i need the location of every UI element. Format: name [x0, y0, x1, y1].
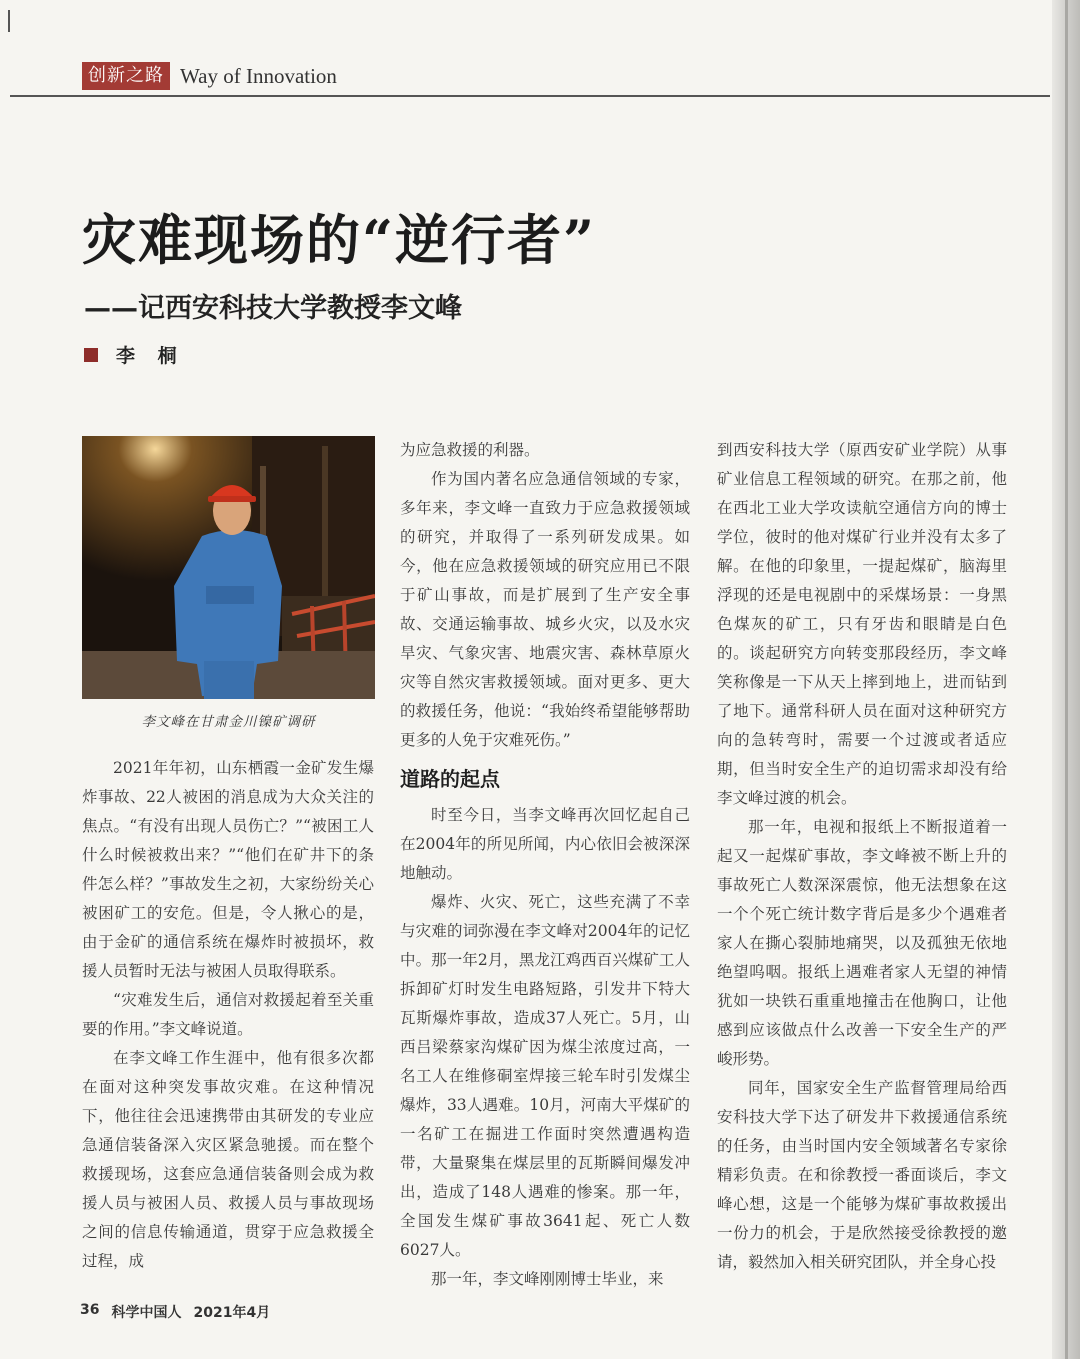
corner-mark: [8, 10, 10, 32]
photo-illustration: [82, 436, 375, 699]
paragraph: 在李文峰工作生涯中，他有很多次都在面对这种突发事故灾难。在这种情况下，他往往会迅速携带由其研发的专业应急通信装备深入灾区紧急驰援。而在整个救援现场，这套应急通信装备则会成为救援人员与被困人员、救援人员与事故现场之间的信息传输通道，贯穿于应急救援全过程，成: [82, 1049, 374, 1270]
paragraph-continued: 到西安科技大学（原西安矿业学院）从事矿业信息工程领域的研究。在那之前，他在西北工业大学攻读航空通信方向的博士学位，彼时的他对煤矿行业并没有太多了解。在他的印象里，一提起煤矿，脑海里浮现的还是电视剧中的采煤场景：一身黑色煤灰的矿工，只有牙齿和眼睛是白色的。谈起研究方向转变那段经历，李文峰笑称像是一下从天上摔到地上，进而钻到了地下。通常科研人员在面对这种研究方向的急转弯时，需要一个过渡或者适应期，但当时安全生产的迫切需求却没有给李文峰过渡的机会。: [717, 441, 1007, 807]
section-tag: 创新之路: [82, 62, 170, 90]
body-column-2: [400, 436, 690, 1294]
paragraph: 那一年，电视和报纸上不断报道着一起又一起煤矿事故，李文峰被不断上升的事故死亡人数深深震惊，他无法想象在这一个个死亡统计数字背后是多少个遇难者家人在撕心裂肺地痛哭，以及孤独无依地绝望呜咽。报纸上遇难者家人无望的神情犹如一块铁石重重地撞击在他胸口，让他感到应该做点什么改善一下安全生产的严峻形势。: [717, 818, 1007, 1068]
paragraph: 同年，国家安全生产监督管理局给西安科技大学下达了研发井下救援通信系统的任务，由当时国内安全领域著名专家徐精彩负责。在和徐教授一番面谈后，李文峰心想，这是一个能够为煤矿事故救援出一份力的机会，于是欣然接受徐教授的邀请，毅然加入相关研究团队，并全身心投: [717, 1079, 1007, 1271]
issue-date: 2021年4月: [193, 1305, 271, 1321]
page-binding-line: [1065, 0, 1068, 1359]
paragraph: 作为国内著名应急通信领域的专家，多年来，李文峰一直致力于应急救援领域的研究，并取得了一系列研发成果。如今，他在应急救援领域的研究应用已不限于矿山事故，而是扩展到了生产安全事故、交通运输事故、城乡火灾，以及水灾旱灾、气象灾害、地震灾害、森林草原火灾等自然灾害救援领域。面对更多、更大的救援任务，他说：“我始终希望能够帮助更多的人免于灾难死伤。”: [400, 470, 690, 749]
section-heading: 道路的起点: [400, 767, 500, 791]
paragraph: 时至今日，当李文峰再次回忆起自己在2004年的所见所闻，内心依旧会被深深地触动。: [400, 806, 690, 882]
paragraph: “灾难发生后，通信对救援起着至关重要的作用。”李文峰说道。: [82, 991, 374, 1038]
article-title: 灾难现场的“逆行者”: [82, 208, 597, 272]
author-name: 李 桐: [116, 345, 185, 367]
paragraph-continued: 为应急救援的利器。: [400, 441, 540, 459]
body-column-3: [717, 436, 1007, 1277]
page-number: 36: [80, 1302, 100, 1318]
section-title-english: Way of Innovation: [180, 63, 337, 88]
section-header: [82, 62, 337, 90]
header-rule: [10, 95, 1050, 97]
author-line: [84, 341, 185, 368]
photo-caption: 李文峰在甘肃金川镍矿调研: [141, 714, 316, 730]
page-footer: [80, 1302, 270, 1322]
paragraph: 爆炸、火灾、死亡，这些充满了不幸与灾难的词弥漫在李文峰对2004年的记忆中。那一年2月，黑龙江鸡西百兴煤矿工人拆卸矿灯时发生电路短路，引发井下特大瓦斯爆炸事故，造成37人死亡。5月，山西吕梁蔡家沟煤矿因为煤尘浓度过高，一名工人在维修硐室焊接三轮车时引发煤尘爆炸，33人遇难。10月，河南大平煤矿的一名矿工在掘进工作面时突然遭遇构造带，大量聚集在煤层里的瓦斯瞬间爆发冲出，造成了148人遇难的惨案。那一年，全国发生煤矿事故3641起、死亡人数6027人。: [400, 893, 690, 1259]
article-photo: [82, 436, 375, 699]
article-subtitle: ——记西安科技大学教授李文峰: [84, 293, 462, 324]
paragraph: 2021年年初，山东栖霞一金矿发生爆炸事故、22人被困的消息成为大众关注的焦点。“有没有出现人员伤亡？”“被困工人什么时候被救出来？”“他们在矿井下的条件怎么样？”事故发生之初，大家纷纷关心被困矿工的安危。但是，令人揪心的是，由于金矿的通信系统在爆炸时被损坏，救援人员暂时无法与被困人员取得联系。: [82, 759, 374, 980]
body-column-1: [82, 754, 374, 1276]
paragraph: 那一年，李文峰刚刚博士毕业，来: [431, 1270, 664, 1288]
author-marker: [84, 348, 98, 362]
magazine-name: 科学中国人: [111, 1305, 182, 1321]
